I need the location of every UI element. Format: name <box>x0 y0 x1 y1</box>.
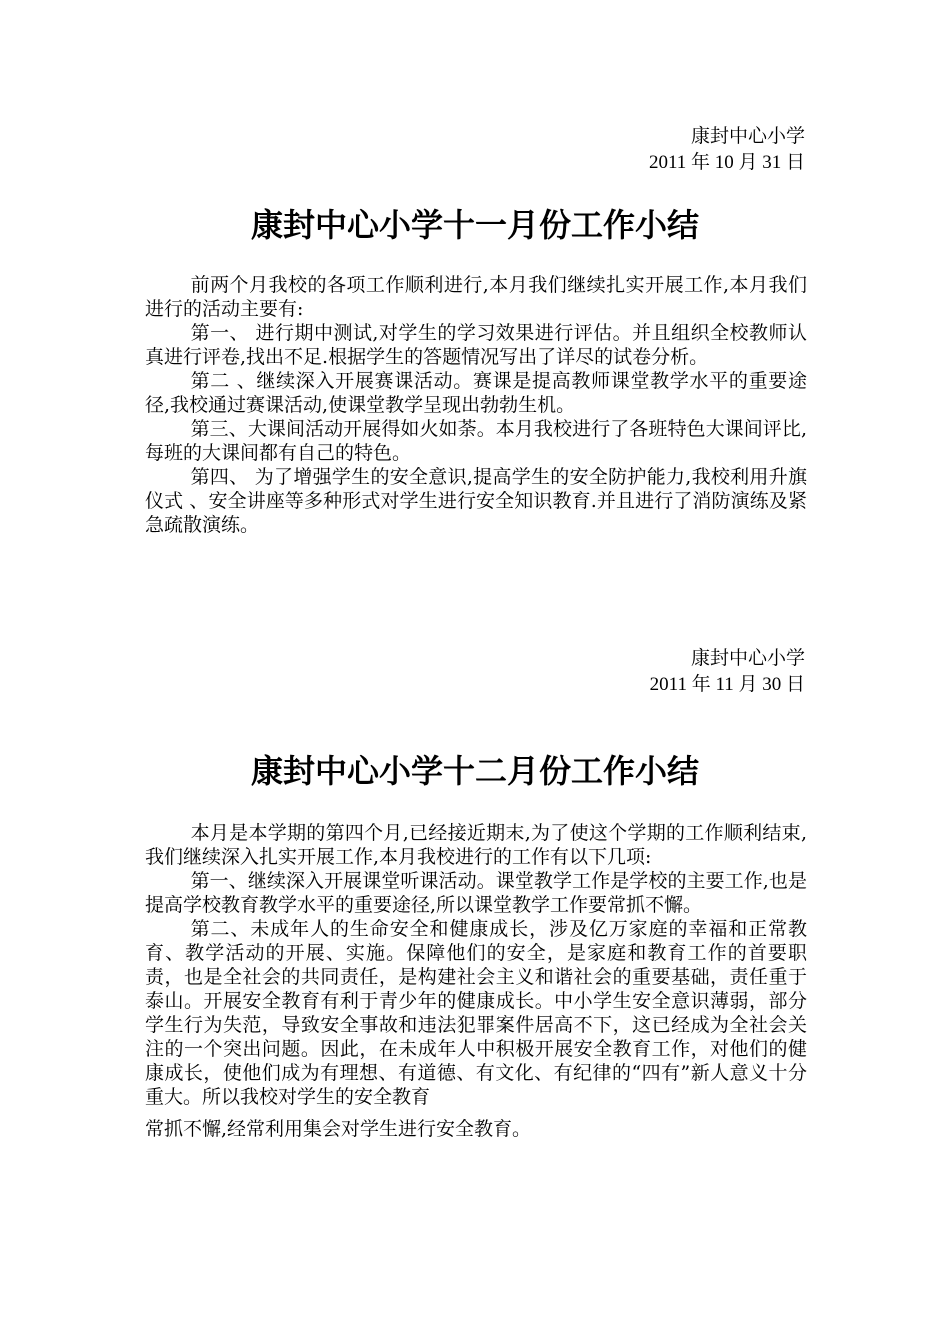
signature-block <box>405 646 805 698</box>
section-title: 康封中心小学十二月份工作小结 <box>250 752 699 790</box>
paragraph: 第二、未成年人的生命安全和健康成长，涉及亿万家庭的幸福和正常教育、教学活动的开展、实施。保障他们的安全，是家庭和教育工作的首要职责，也是全社会的共同责任，是构建社会主义和谐社会的重要基础，责任重于泰山。开展安全教育有利于青少年的健康成长。中小学生安全意识薄弱，部分学生行为失范，导致安全事故和违法犯罪案件居高不下，这已经成为全社会关注的一个突出问题。因此，在未成年人中积极开展安全教育工作，对他们的健康成长，使他们成为有理想、有道德、有文化、有纪律的“四有”新人意义十分重大。所以我校对学生的安全教育 <box>145 918 807 1108</box>
paragraph: 第三、大课间活动开展得如火如荼。本月我校进行了各班特色大课间评比,每班的大课间都有自己的特色。 <box>145 418 807 464</box>
signature-date: 2011 年 10 月 31 日 <box>648 152 805 173</box>
paragraph: 常抓不懈,经常利用集会对学生进行安全教育。 <box>145 1118 532 1140</box>
paragraph: 前两个月我校的各项工作顺利进行,本月我们继续扎实开展工作,本月我们进行的活动主要有: <box>145 274 807 320</box>
signature-date: 2011 年 11 月 30 日 <box>649 674 805 695</box>
paragraph: 第四、 为了增强学生的安全意识,提高学生的安全防护能力,我校利用升旗仪式 、安全讲座等多种形式对学生进行安全知识教育.并且进行了消防演练及紧急疏散演练。 <box>145 466 807 536</box>
signature-block <box>405 124 805 176</box>
signature-school: 康封中心小学 <box>690 126 805 147</box>
section-title: 康封中心小学十一月份工作小结 <box>250 206 699 244</box>
paragraph: 第二 、继续深入开展赛课活动。赛课是提高教师课堂教学水平的重要途径,我校通过赛课活动,使课堂教学呈现出勃勃生机。 <box>145 370 807 416</box>
paragraph: 第一、继续深入开展课堂听课活动。课堂教学工作是学校的主要工作,也是提高学校教育教学水平的重要途径,所以课堂教学工作要常抓不懈。 <box>145 870 807 916</box>
section-body <box>145 821 807 1141</box>
paragraph: 本月是本学期的第四个月,已经接近期末,为了使这个学期的工作顺利结束,我们继续深入扎实开展工作,本月我校进行的工作有以下几项: <box>145 822 807 868</box>
section-body <box>145 273 807 537</box>
paragraph: 第一、 进行期中测试,对学生的学习效果进行评估。并且组织全校教师认真进行评卷,找出不足.根据学生的答题情况写出了详尽的试卷分析。 <box>145 322 807 368</box>
signature-school: 康封中心小学 <box>690 648 805 669</box>
